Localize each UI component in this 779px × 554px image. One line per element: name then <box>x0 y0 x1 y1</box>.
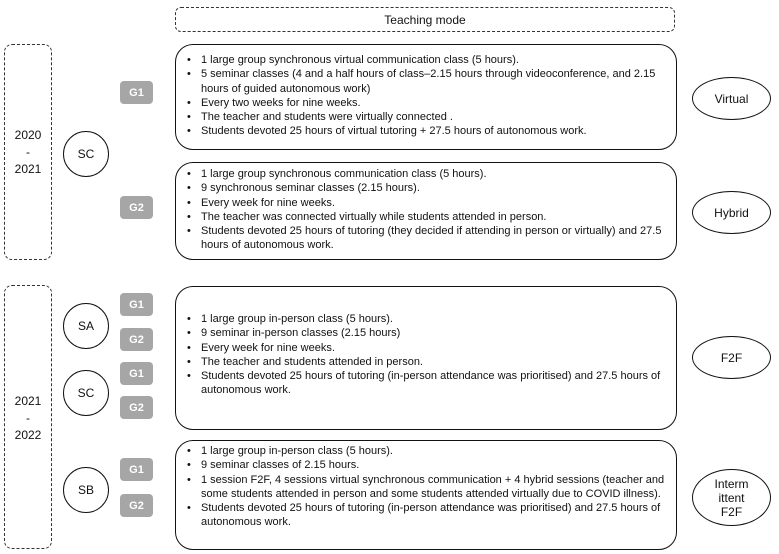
bullet-list <box>176 53 676 139</box>
group-badge-g1: G1 <box>120 293 153 316</box>
teaching-mode-header: Teaching mode <box>175 7 675 32</box>
group-circle-sc-2021: SC <box>63 370 109 416</box>
group-badge-g2: G2 <box>120 196 153 219</box>
list-item: • Every two weeks for nine weeks. <box>201 96 676 110</box>
group-circle-sb: SB <box>63 467 109 513</box>
group-badge-g2: G2 <box>120 494 153 517</box>
year-label-2021-2022 <box>7 393 49 444</box>
group-badge-g1: G1 <box>120 81 153 104</box>
bullet-list <box>176 444 676 530</box>
list-item: • The teacher and students were virtually connected . <box>201 110 676 124</box>
description-card-hybrid <box>175 162 677 260</box>
description-card-f2f <box>175 286 677 430</box>
list-item: • Every week for nine weeks. <box>201 196 676 210</box>
list-item: • 9 seminar classes of 2.15 hours. <box>201 458 676 472</box>
mode-ellipse-hybrid: Hybrid <box>692 191 771 234</box>
group-badge-g1: G1 <box>120 362 153 385</box>
list-item: • 1 session F2F, 4 sessions virtual synchronous communication + 4 hybrid sessions (teacher and some students attended in person and some students attended virtually due to COVID illness). <box>201 473 676 502</box>
list-item: • Students devoted 25 hours of virtual tutoring + 27.5 hours of autonomous work. <box>201 124 676 138</box>
group-circle-sa: SA <box>63 303 109 349</box>
group-circle-sc-2020: SC <box>63 131 109 177</box>
list-item: • 5 seminar classes (4 and a half hours of class–2.15 hours through videoconference, and 2.15 hours of guided autonomous work) <box>201 67 676 96</box>
description-card-intermittent <box>175 440 677 550</box>
year-start: 2020 <box>14 128 42 142</box>
year-start: 2021 <box>14 394 42 408</box>
group-badge-g2: G2 <box>120 396 153 419</box>
year-dash: - <box>26 411 30 425</box>
list-item: • Students devoted 25 hours of tutoring (in-person attendance was prioritised) and 27.5 hours of autonomous work. <box>201 369 676 398</box>
year-dash: - <box>26 145 30 159</box>
list-item: • 9 synchronous seminar classes (2.15 hours). <box>201 181 676 195</box>
list-item: • 1 large group in-person class (5 hours). <box>201 444 676 458</box>
list-item: • Students devoted 25 hours of tutoring (in-person attendance was prioritised) and 27.5 hours of autonomous work. <box>201 501 676 530</box>
bullet-list <box>176 312 676 398</box>
description-card-virtual <box>175 44 677 150</box>
list-item: • 1 large group synchronous communication class (5 hours). <box>201 167 676 181</box>
list-item: • The teacher was connected virtually while students attended in person. <box>201 210 676 224</box>
group-badge-g1: G1 <box>120 458 153 481</box>
year-label-2020-2021 <box>7 127 49 178</box>
list-item: • The teacher and students attended in person. <box>201 355 676 369</box>
mode-ellipse-intermittent-f2f: Interm ittent F2F <box>692 469 771 526</box>
list-item: • Every week for nine weeks. <box>201 341 676 355</box>
bullet-list <box>176 167 676 253</box>
mode-ellipse-virtual: Virtual <box>692 77 771 120</box>
list-item: • 9 seminar in-person classes (2.15 hours) <box>201 326 676 340</box>
group-badge-g2: G2 <box>120 328 153 351</box>
mode-ellipse-f2f: F2F <box>692 336 771 379</box>
year-end: 2021 <box>14 162 42 176</box>
list-item: • 1 large group synchronous virtual communication class (5 hours). <box>201 53 676 67</box>
year-end: 2022 <box>14 428 42 442</box>
list-item: • Students devoted 25 hours of tutoring (they decided if attending in person or virtually) and 27.5 hours of autonomous work. <box>201 224 676 253</box>
list-item: • 1 large group in-person class (5 hours). <box>201 312 676 326</box>
